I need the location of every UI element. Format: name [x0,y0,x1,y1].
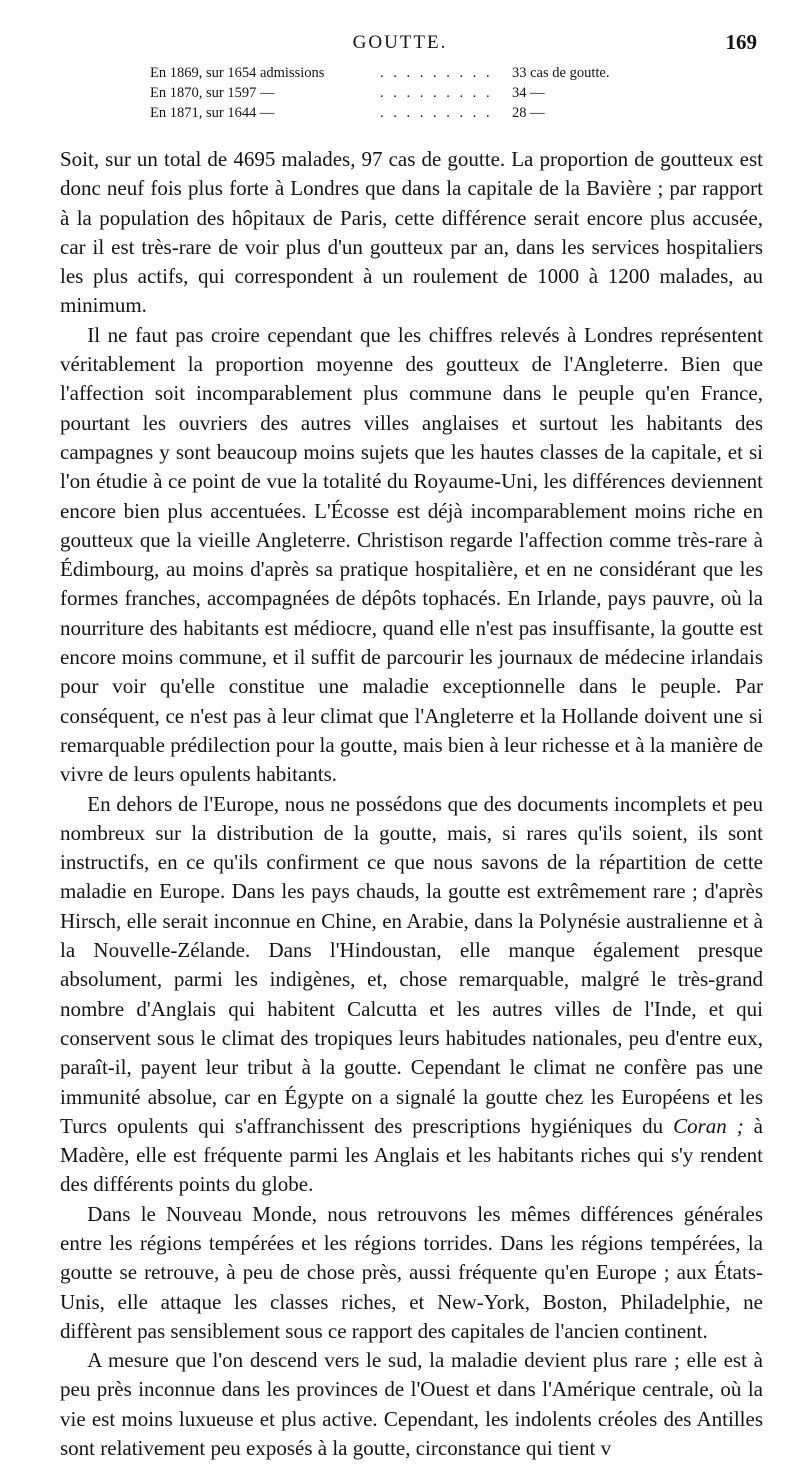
running-header [0,26,800,60]
stat-leader-dots: . . . . . . . . . [380,85,493,101]
paragraph: Soit, sur un total de 4695 malades, 97 cas de goutte. La proportion de goutteux est donc neuf fois plus forte à Londres que dans la capitale de la Bavière ; par rapport à la population des hôpitaux de Paris, cette différence serait encore plus accusée, car il est très-rare de voir plus d'un goutteux par an, dans les services hospitaliers les plus actifs, qui correspondent à un roulement de 1000 à 1200 malades, au minimum. [60,147,763,318]
stat-value: 34 — [512,85,545,101]
stat-value: 28 — [512,105,545,121]
stat-value: 33 cas de goutte. [512,65,610,81]
running-title: GOUTTE. [352,32,448,53]
body-text [60,145,763,1463]
paragraph-text: à Madère, elle est fréquente parmi les Anglais et les habitants riches qui s'y rendent des différents points du globe. [60,1113,763,1197]
stat-leader-dots: . . . . . . . . . [380,65,493,81]
italic-title: Coran ; [673,1113,744,1138]
admission-statistics [150,63,650,123]
stat-leader-dots: . . . . . . . . . [380,105,493,121]
stat-label: En 1871, sur 1644 — [150,105,275,121]
stat-label: En 1869, sur 1654 admissions [150,65,325,81]
paragraph: Dans le Nouveau Monde, nous retrouvons les mêmes différences générales entre les régions tempérées et les régions torrides. Dans les régions tempérées, la goutte se retrouve, à peu de chose près, aussi fréquente qu'en Europe ; aux États-Unis, elle attaque les classes riches, et New-York, Boston, Philadelphie, ne diffèrent pas sensiblement sous ce rapport des capitales de l'ancien continent. [60,1201,763,1343]
paragraph-text: En dehors de l'Europe, nous ne possédons que des documents incomplets et peu nombreux sur la distribution de la goutte, mais, si rares qu'ils soient, ils sont instructifs, en ce qu'ils confirment ce que nous savons de la répartition de cette maladie en Europe. Dans les pays chauds, la goutte est extrêmement rare ; d'après Hirsch, elle serait inconnue en Chine, en Arabie, dans la Polynésie australienne et à la Nouvelle-Zélande. Dans l'Hindoustan, elle manque également presque absolument, parmi les indigènes, et, chose remarquable, malgré le très-grand nombre d'Anglais qui habitent Calcutta et les autres villes de l'Inde, et qui conservent sous le climat des tropiques leurs habitudes nationales, peu d'entre eux, paraît-il, payent leur tribut à la goutte. Cependant le climat ne confère pas une immunité absolue, car en Égypte on a signalé la goutte chez les Européens et les Turcs opulents qui s'affranchissent des prescriptions hygiéniques du [60,791,763,1138]
stat-label: En 1870, sur 1597 — [150,85,275,101]
paragraph [60,790,763,1200]
stat-row [150,83,650,103]
page-number: 169 [725,30,757,54]
stat-row [150,63,650,83]
paragraph: A mesure que l'on descend vers le sud, la maladie devient plus rare ; elle est à peu près inconnue dans les provinces de l'Ouest et dans l'Amérique centrale, où la vie est moins luxueuse et plus active. Cependant, les indolents créoles des Antilles sont relativement peu exposés à la goutte, circonstance qui tient v [60,1348,763,1461]
stat-row [150,103,650,123]
paragraph: Il ne faut pas croire cependant que les chiffres relevés à Londres représentent véritablement la proportion moyenne des goutteux de l'Angleterre. Bien que l'affection soit incomparablement plus commune dans le peuple qu'en France, pourtant les ouvriers des autres villes anglaises et surtout les habitants des campagnes y sont beaucoup moins sujets que les hautes classes de la capitale, et si l'on étudie à ce point de vue la totalité du Royaume-Uni, les différences deviennent encore bien plus accentuées. L'Écosse est déjà incomparablement moins riche en goutteux que la vieille Angleterre. Christison regarde l'affection comme très-rare à Édimbourg, au moins d'après sa pratique hospitalière, et en ne considérant que les formes franches, accompagnées de dépôts tophacés. En Irlande, pays pauvre, où la nourriture des habitants est médiocre, quand elle n'est pas insuffisante, la goutte est encore moins commune, et il suffit de parcourir les journaux de médecine irlandais pour voir qu'elle constitue une maladie exceptionnelle dans le peuple. Par conséquent, ce n'est pas à leur climat que l'Angleterre et la Hollande doivent une si remarquable prédilection pour la goutte, mais bien à leur richesse et à la manière de vivre de leurs opulents habitants. [60,322,763,787]
